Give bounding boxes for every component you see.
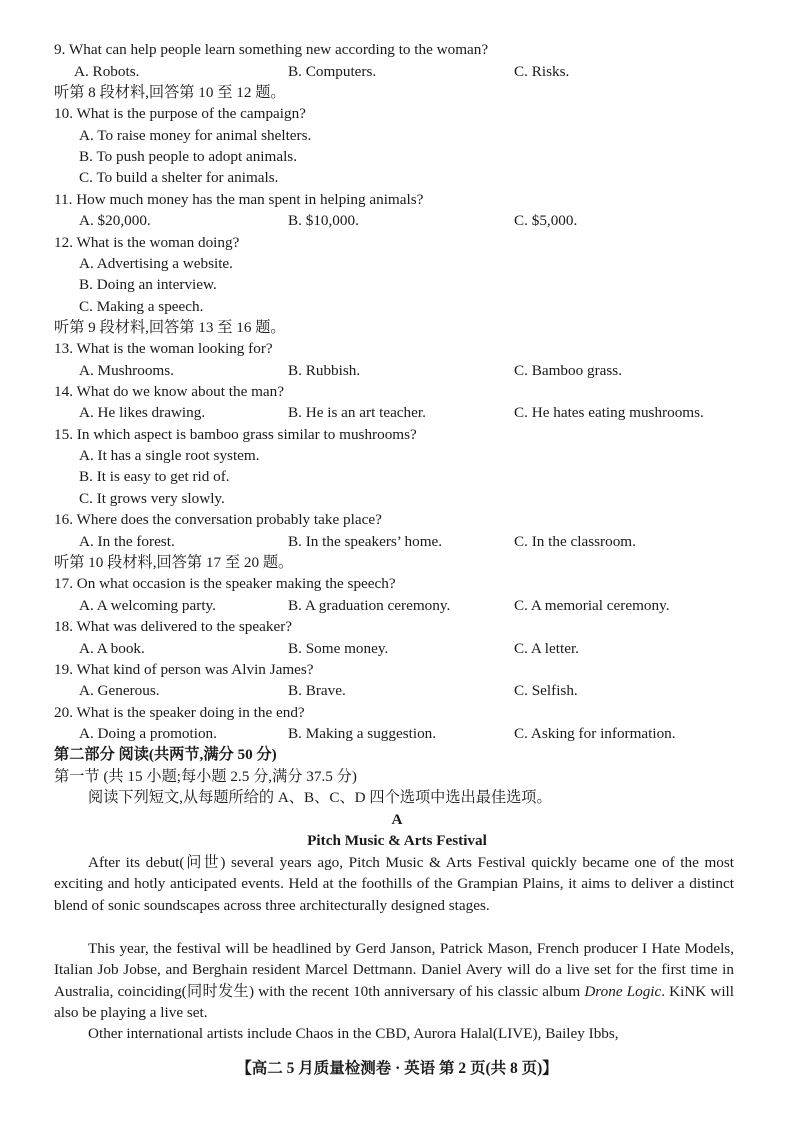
part-2-title: 第二部分 阅读(共两节,满分 50 分) bbox=[54, 746, 277, 763]
option-16c: C. In the classroom. bbox=[514, 533, 636, 550]
paragraph-1-text: After its debut(问世) several years ago, Pitch Music & Arts Festival quickly became one of the most exciting and hotly anticipated events. Held at the foothills of the Grampian Plains, it aims to deliver a distinct blend of sonic soundscapes across three architecturally designed stages. bbox=[54, 854, 734, 914]
option-14c: C. He hates eating mushrooms. bbox=[514, 404, 704, 421]
passage-letter: A bbox=[391, 811, 403, 828]
option-11a: A. $20,000. bbox=[79, 212, 151, 229]
part-2-instructions: 阅读下列短文,从每题所给的 A、B、C、D 四个选项中选出最佳选项。 bbox=[88, 789, 552, 806]
section-10-header: 听第 10 段材料,回答第 17 至 20 题。 bbox=[54, 554, 294, 571]
question-12: 12. What is the woman doing? bbox=[54, 234, 240, 251]
question-15: 15. In which aspect is bamboo grass similar to mushrooms? bbox=[54, 426, 417, 443]
question-16: 16. Where does the conversation probably take place? bbox=[54, 511, 382, 528]
option-14a: A. He likes drawing. bbox=[79, 404, 206, 421]
option-20a: A. Doing a promotion. bbox=[79, 725, 217, 742]
option-13b: B. Rubbish. bbox=[288, 362, 361, 379]
option-19c: C. Selfish. bbox=[514, 682, 578, 699]
option-11c: C. $5,000. bbox=[514, 212, 578, 229]
option-13c: C. Bamboo grass. bbox=[514, 362, 622, 379]
question-11: 11. How much money has the man spent in helping animals? bbox=[54, 191, 424, 208]
option-18a: A. A book. bbox=[79, 640, 145, 657]
option-12a: A. Advertising a website. bbox=[79, 255, 233, 272]
option-17a: A. A welcoming party. bbox=[79, 597, 216, 614]
option-18b: B. Some money. bbox=[288, 640, 389, 657]
page-footer: 【高二 5 月质量检测卷 · 英语 第 2 页(共 8 页)】 bbox=[236, 1060, 558, 1077]
option-12b: B. Doing an interview. bbox=[79, 276, 217, 293]
album-title: Drone Logic bbox=[584, 982, 662, 1000]
question-17: 17. On what occasion is the speaker making the speech? bbox=[54, 575, 396, 592]
paragraph-3-text: Other international artists include Chaos in the CBD, Aurora Halal(LIVE), Bailey Ibbs, bbox=[88, 1025, 619, 1042]
option-12c: C. Making a speech. bbox=[79, 298, 204, 315]
passage-title: Pitch Music & Arts Festival bbox=[307, 832, 487, 849]
option-10c: C. To build a shelter for animals. bbox=[79, 169, 279, 186]
option-17c: C. A memorial ceremony. bbox=[514, 597, 670, 614]
section-9-header: 听第 9 段材料,回答第 13 至 16 题。 bbox=[54, 319, 286, 336]
option-16a: A. In the forest. bbox=[79, 533, 175, 550]
question-14: 14. What do we know about the man? bbox=[54, 383, 285, 400]
passage-paragraph-2 bbox=[54, 938, 734, 1024]
option-15a: A. It has a single root system. bbox=[79, 447, 260, 464]
question-9: 9. What can help people learn something new according to the woman? bbox=[54, 41, 489, 58]
question-20: 20. What is the speaker doing in the end? bbox=[54, 704, 305, 721]
paragraph-2-text-b: . KiNK will also be playing a live set. bbox=[54, 982, 734, 1022]
option-10a: A. To raise money for animal shelters. bbox=[79, 127, 312, 144]
option-14b: B. He is an art teacher. bbox=[288, 404, 426, 421]
option-9c: C. Risks. bbox=[514, 63, 570, 80]
option-16b: B. In the speakers’ home. bbox=[288, 533, 443, 550]
passage-paragraph-1 bbox=[54, 852, 734, 916]
option-13a: A. Mushrooms. bbox=[79, 362, 174, 379]
option-15b: B. It is easy to get rid of. bbox=[79, 468, 230, 485]
section-8-header: 听第 8 段材料,回答第 10 至 12 题。 bbox=[54, 84, 286, 101]
option-18c: C. A letter. bbox=[514, 640, 579, 657]
question-10: 10. What is the purpose of the campaign? bbox=[54, 105, 306, 122]
question-18: 18. What was delivered to the speaker? bbox=[54, 618, 292, 635]
option-15c: C. It grows very slowly. bbox=[79, 490, 225, 507]
option-17b: B. A graduation ceremony. bbox=[288, 597, 451, 614]
option-20b: B. Making a suggestion. bbox=[288, 725, 437, 742]
passage-paragraph-3 bbox=[54, 1023, 734, 1044]
part-2-section-1: 第一节 (共 15 小题;每小题 2.5 分,满分 37.5 分) bbox=[54, 768, 357, 785]
paragraph-2-text-a: This year, the festival will be headlined by Gerd Janson, Patrick Mason, French producer I Hate Models, Italian Job Jobse, and Berghain resident Marcel Dettmann. Daniel Avery will do a live set for the first time in Australia, coinciding(同时发生) with the recent 10th anniversary of his classic album bbox=[54, 940, 734, 1000]
option-10b: B. To push people to adopt animals. bbox=[79, 148, 298, 165]
option-20c: C. Asking for information. bbox=[514, 725, 676, 742]
option-19a: A. Generous. bbox=[79, 682, 160, 699]
question-13: 13. What is the woman looking for? bbox=[54, 340, 273, 357]
option-9b: B. Computers. bbox=[288, 63, 377, 80]
option-11b: B. $10,000. bbox=[288, 212, 359, 229]
question-19: 19. What kind of person was Alvin James? bbox=[54, 661, 314, 678]
option-9a: A. Robots. bbox=[74, 63, 140, 80]
option-19b: B. Brave. bbox=[288, 682, 346, 699]
